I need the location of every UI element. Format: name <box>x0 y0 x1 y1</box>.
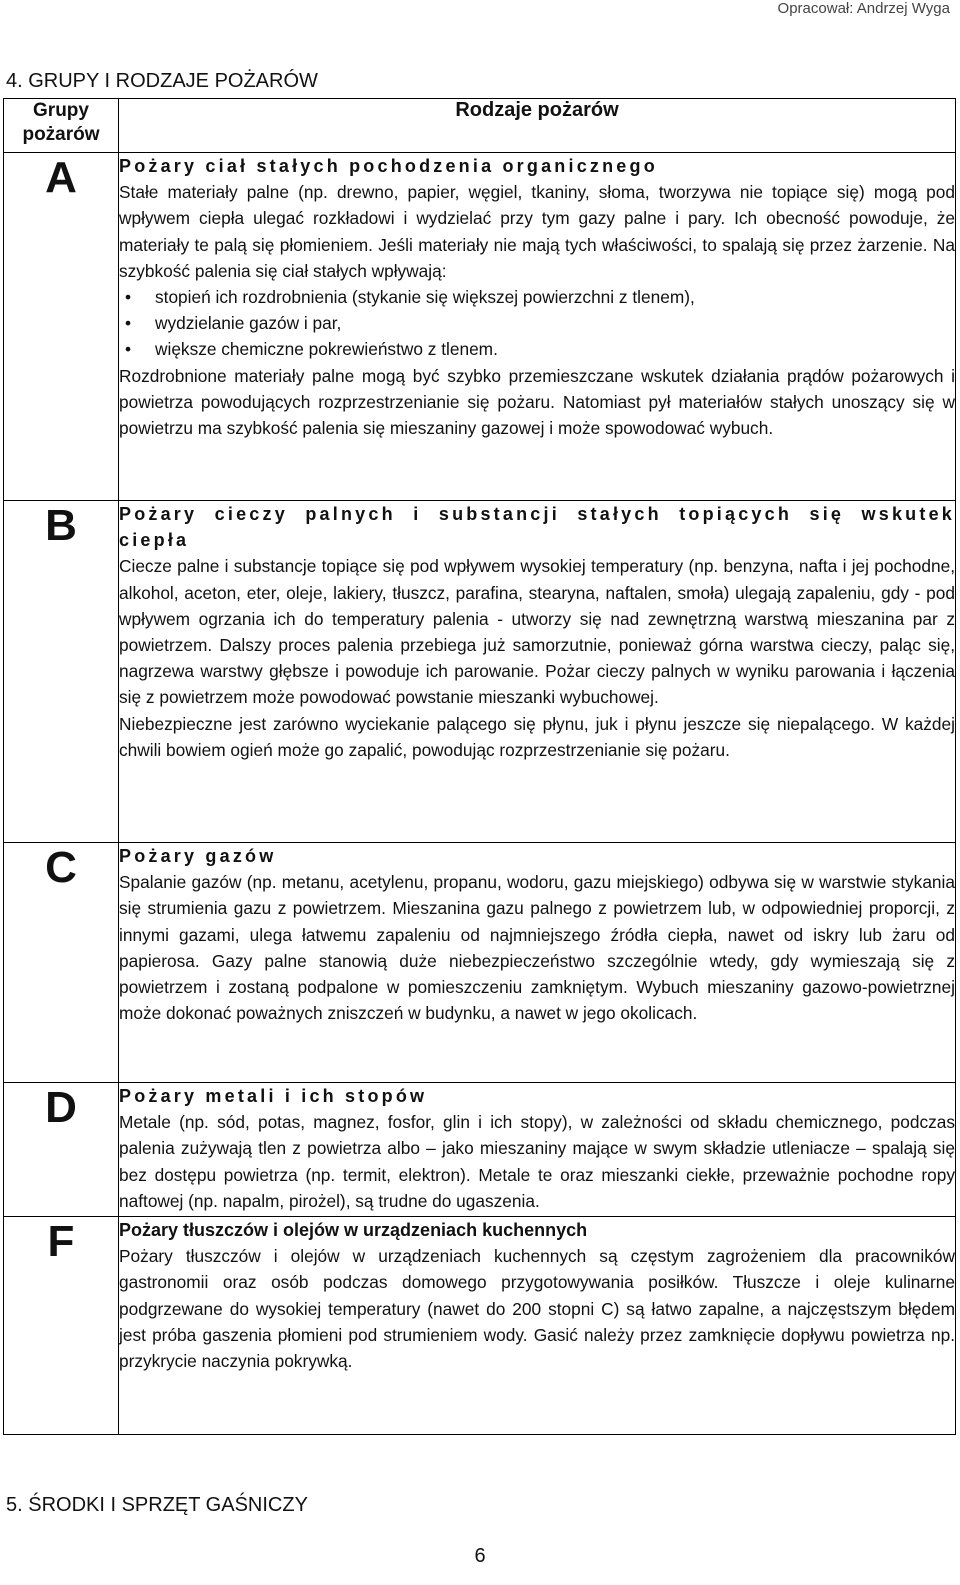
list-item: • wydzielanie gazów i par, <box>119 310 955 336</box>
group-heading-b: Pożary cieczy palnych i substancji stałych topiących się wskutek ciepła <box>119 504 955 551</box>
group-heading-d: Pożary metali i ich stopów <box>119 1086 428 1106</box>
table-row <box>4 501 956 843</box>
column-header-groups: Grupy pożarów <box>4 99 119 153</box>
list-item: • stopień ich rozdrobnienia (stykanie się większej powierzchni z tlenem), <box>119 284 955 310</box>
group-letter-c: C <box>4 843 119 1083</box>
group-heading-f: Pożary tłuszczów i olejów w urządzeniach kuchennych <box>119 1220 588 1240</box>
group-description-d <box>119 1083 956 1217</box>
group-text-b-2: Niebezpieczne jest zarówno wyciekanie palącego się płynu, juk i płynu jeszcze się niepalącego. W każdej chwili bowiem ogień może go zapalić, powodując rozprzestrzenianie się pożaru. <box>119 713 955 760</box>
group-text-d-1: Metale (np. sód, potas, magnez, fosfor, glin i ich stopy), w zależności od składu chemicznego, podczas palenia zużywają tlen z powietrza albo – jako mieszaniny mające w swym składzie utleniacze – spalają się bez dostępu powietrza (np. termit, elektron). Metale te oraz mieszanki ciekłe, przeważnie pochodne ropy naftowej (np. napalm, pirożel), są trudne do ugaszenia. <box>119 1112 955 1211</box>
list-item: • większe chemiczne pokrewieństwo z tlenem. <box>119 336 955 362</box>
author-credit: Opracował: Andrzej Wyga <box>777 0 950 17</box>
group-description-f <box>119 1217 956 1435</box>
group-heading-a: Pożary ciał stałych pochodzenia organicznego <box>119 156 658 176</box>
group-text-a-1: Stałe materiały palne (np. drewno, papier, węgiel, tkaniny, słoma, tworzywa nie topiące się) mogą pod wpływem ciepła ulegać rozkładowi i wydzielać przy tym gazy palne i pary. Ich obecność powoduje, że materiały te palą się płomieniem. Jeśli materiały nie mają tych właściwości, to spalają się przez żarzenie. Na szybkość palenia się ciał stałych wpływają: <box>119 182 955 281</box>
fire-groups-table <box>3 98 956 1435</box>
table-row <box>4 843 956 1083</box>
page-number: 6 <box>474 1545 486 1567</box>
group-text-b-1: Ciecze palne i substancje topiące się pod wpływem wysokiej temperatury (np. benzyna, nafta i jej pochodne, alkohol, aceton, eter, oleje, lakiery, tłuszcz, parafina, stearyna, naftalen, smoła) ulegają zapaleniu, gdy - pod wpływem ogrzania ich do temperatury palenia - utworzy się nad zewnętrzną warstwą mieszanina par z powietrzem. Dalszy proces palenia przebiega już samorzutnie, ponieważ górna warstwa cieczy, paląc się, nagrzewa warstwy głębsze i powoduje ich parowanie. Pożar cieczy palnych w wyniku parowania i łączenia się z powietrzem może powodować powstanie mieszanki wybuchowej. <box>119 556 955 708</box>
group-text-f-1: Pożary tłuszczów i olejów w urządzeniach kuchennych są częstym zagrożeniem dla pracowników gastronomii oraz osób podczas domowego przygotowywania posiłków. Tłuszcze i oleje kulinarne podgrzewane do wysokiej temperatury (nawet do 200 stopni C) są łatwo zapalne, a najczęstszym błędem jest próba gaszenia płomieni pod strumieniem wody. Gasić należy przez zamknięcie dopływu powietrza np. przykrycie naczynia pokrywką. <box>119 1246 955 1372</box>
column-header-kinds: Rodzaje pożarów <box>119 99 956 153</box>
table-row <box>4 1083 956 1217</box>
group-description-a <box>119 153 956 501</box>
group-text-c-1: Spalanie gazów (np. metanu, acetylenu, propanu, wodoru, gazu miejskiego) odbywa się w warstwie stykania się strumienia gazu z powietrzem. Mieszanina gazu palnego z powietrzem lub, w odpowiedniej proporcji, z innymi gazami, ulega łatwemu zapaleniu od najmniejszego źródła ciepła, nawet od iskry lub żaru od papierosa. Gazy palne stanowią duże niebezpieczeństwo szczególnie wtedy, gdy wymieszają się z powietrzem i zostaną podpalone w pomieszczeniu zamkniętym. Wybuch mieszaniny gazowo-powietrznej może dokonać poważnych zniszczeń w budynku, a nawet w jego okolicach. <box>119 872 955 1024</box>
table-row <box>4 1217 956 1435</box>
group-letter-b: B <box>4 501 119 843</box>
factor-list <box>119 284 955 363</box>
group-heading-c: Pożary gazów <box>119 846 277 866</box>
section-4-title: 4. GRUPY I RODZAJE POŻARÓW <box>6 70 318 92</box>
table-row <box>4 153 956 501</box>
group-description-b <box>119 501 956 843</box>
table-header-row <box>4 99 956 153</box>
group-letter-d: D <box>4 1083 119 1217</box>
group-text-a-2: Rozdrobnione materiały palne mogą być szybko przemieszczane wskutek działania prądów pożarowych i powietrza powodujących rozprzestrzenianie się pożaru. Natomiast pył materiałów stałych unoszący się w powietrzu ma szybkość palenia się mieszaniny gazowej i może spowodować wybuch. <box>119 365 955 439</box>
group-description-c <box>119 843 956 1083</box>
group-letter-f: F <box>4 1217 119 1435</box>
group-letter-a: A <box>4 153 119 501</box>
section-5-title: 5. ŚRODKI I SPRZĘT GAŚNICZY <box>6 1494 308 1516</box>
